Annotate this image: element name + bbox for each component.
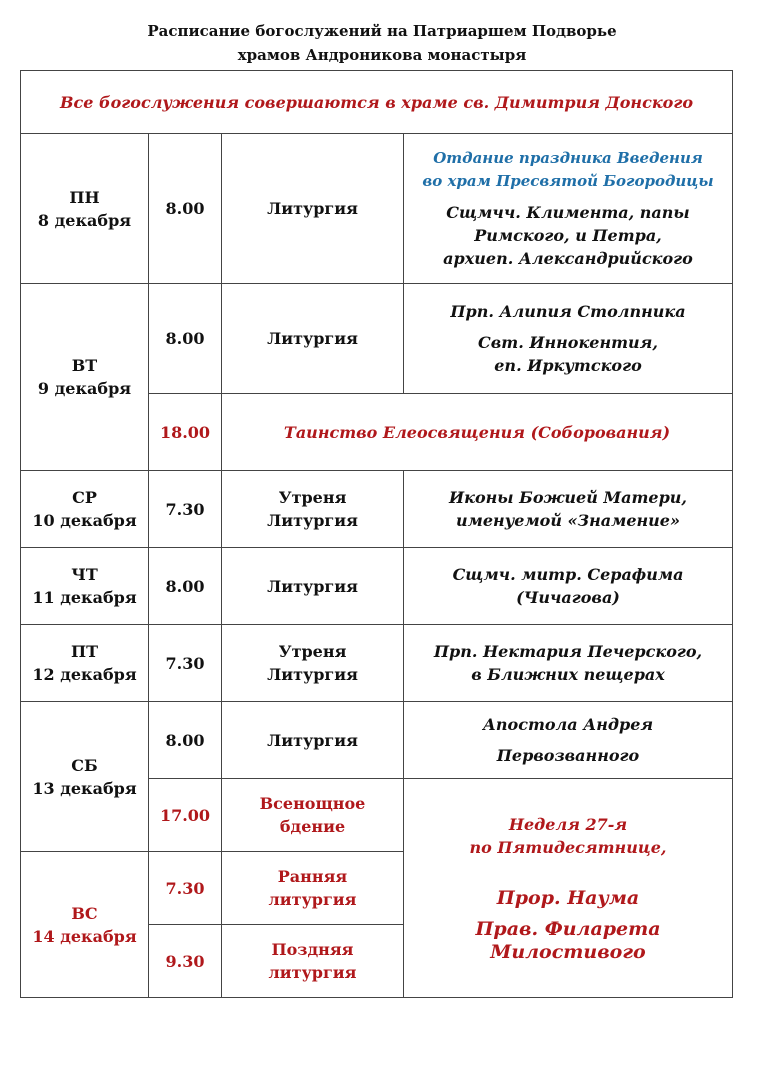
feast-line: Сщмчч. Климента, папы	[446, 203, 690, 222]
feast-cell	[404, 471, 733, 548]
service-line: литургия	[268, 890, 357, 909]
service-cell: Литургия	[222, 702, 404, 779]
weekday: ЧТ	[71, 565, 98, 584]
day-cell	[21, 284, 149, 471]
service-cell: Литургия	[222, 548, 404, 625]
weekday: ПН	[69, 187, 100, 207]
day-cell	[21, 548, 149, 625]
time-cell: 17.00	[149, 779, 222, 852]
service-line: Ранняя	[277, 867, 348, 886]
time-cell: 7.30	[149, 625, 222, 702]
table-row	[21, 548, 733, 625]
feast-line: Прав. Филарета	[475, 917, 661, 940]
feast-line: Свт. Иннокентия,	[478, 333, 658, 352]
banner-text: Все богослужения совершаются в храме св. Димитрия Донского	[21, 71, 733, 134]
feast-line: еп. Иркутского	[494, 356, 642, 375]
day-cell	[21, 471, 149, 548]
feast-highlight: Отдание праздника Введения	[433, 149, 703, 167]
schedule-table	[20, 70, 733, 998]
service-line: Утреня	[278, 642, 347, 661]
time-cell: 7.30	[149, 471, 222, 548]
banner-row	[21, 71, 733, 134]
service-cell: Литургия	[222, 284, 404, 394]
table-row	[21, 284, 733, 394]
service-cell	[222, 779, 404, 852]
feast-line: Прор. Наума	[496, 886, 640, 909]
feast-line: Прп. Нектария Печерского,	[433, 642, 703, 661]
service-line: Всенощное	[259, 794, 366, 813]
date: 10 декабря	[32, 511, 137, 530]
sunday-feast-cell	[404, 779, 733, 998]
feast-cell	[404, 625, 733, 702]
feast-line: Сщмч. митр. Серафима	[452, 565, 684, 584]
feast-line: Прп. Алипия Столпника	[450, 302, 686, 321]
service-line: Утреня	[278, 488, 347, 507]
table-row	[21, 134, 733, 284]
date: 11 декабря	[32, 588, 137, 607]
service-cell	[222, 852, 404, 925]
time-cell: 9.30	[149, 925, 222, 998]
feast-line: (Чичагова)	[516, 588, 620, 607]
weekday: ВС	[71, 903, 98, 923]
feast-cell	[404, 284, 733, 394]
service-line: Поздняя	[271, 940, 354, 959]
service-line: Литургия	[267, 511, 358, 530]
feast-line: архиеп. Александрийского	[443, 249, 693, 268]
day-cell	[21, 625, 149, 702]
time-cell: 18.00	[149, 394, 222, 471]
date: 8 декабря	[37, 210, 132, 230]
service-line: литургия	[268, 963, 357, 982]
time-cell: 8.00	[149, 702, 222, 779]
feast-line: Первозванного	[496, 746, 640, 765]
service-line: Литургия	[267, 665, 358, 684]
feast-highlight: во храм Пресвятой Богородицы	[422, 172, 714, 190]
feast-cell	[404, 134, 733, 284]
day-cell	[21, 134, 149, 284]
date: 9 декабря	[37, 379, 132, 398]
weekday: ВТ	[71, 356, 98, 375]
service-cell: Литургия	[222, 134, 404, 284]
weekday: СБ	[71, 755, 98, 775]
table-row	[21, 702, 733, 779]
date: 12 декабря	[32, 665, 137, 684]
feast-line: Милостивого	[490, 940, 646, 963]
time-cell: 7.30	[149, 852, 222, 925]
day-cell	[21, 852, 149, 998]
feast-line: в Ближних пещерах	[471, 665, 665, 684]
document-title-line-1: Расписание богослужений на Патриаршем Подворье	[147, 22, 617, 40]
day-cell	[21, 702, 149, 852]
feast-line: по Пятидесятнице,	[469, 837, 667, 857]
time-cell: 8.00	[149, 548, 222, 625]
weekday: СР	[72, 488, 97, 507]
table-row	[21, 625, 733, 702]
feast-cell	[404, 548, 733, 625]
feast-line: Римского, и Петра,	[474, 226, 662, 245]
time-cell: 8.00	[149, 134, 222, 284]
document-title-line-2: храмов Андроникова монастыря	[237, 46, 527, 64]
service-line: бдение	[279, 817, 346, 836]
date: 13 декабря	[32, 778, 137, 798]
service-cell	[222, 925, 404, 998]
feast-cell	[404, 702, 733, 779]
feast-line: Неделя 27-я	[508, 814, 628, 834]
feast-line: Иконы Божией Матери,	[449, 488, 687, 507]
weekday: ПТ	[70, 642, 98, 661]
feast-line: Апостола Андрея	[482, 715, 654, 734]
table-row	[21, 471, 733, 548]
date: 14 декабря	[32, 926, 137, 946]
service-cell	[222, 471, 404, 548]
time-cell: 8.00	[149, 284, 222, 394]
service-cell	[222, 625, 404, 702]
service-cell: Таинство Елеосвящения (Соборования)	[222, 394, 733, 471]
feast-line: именуемой «Знамение»	[456, 511, 680, 530]
